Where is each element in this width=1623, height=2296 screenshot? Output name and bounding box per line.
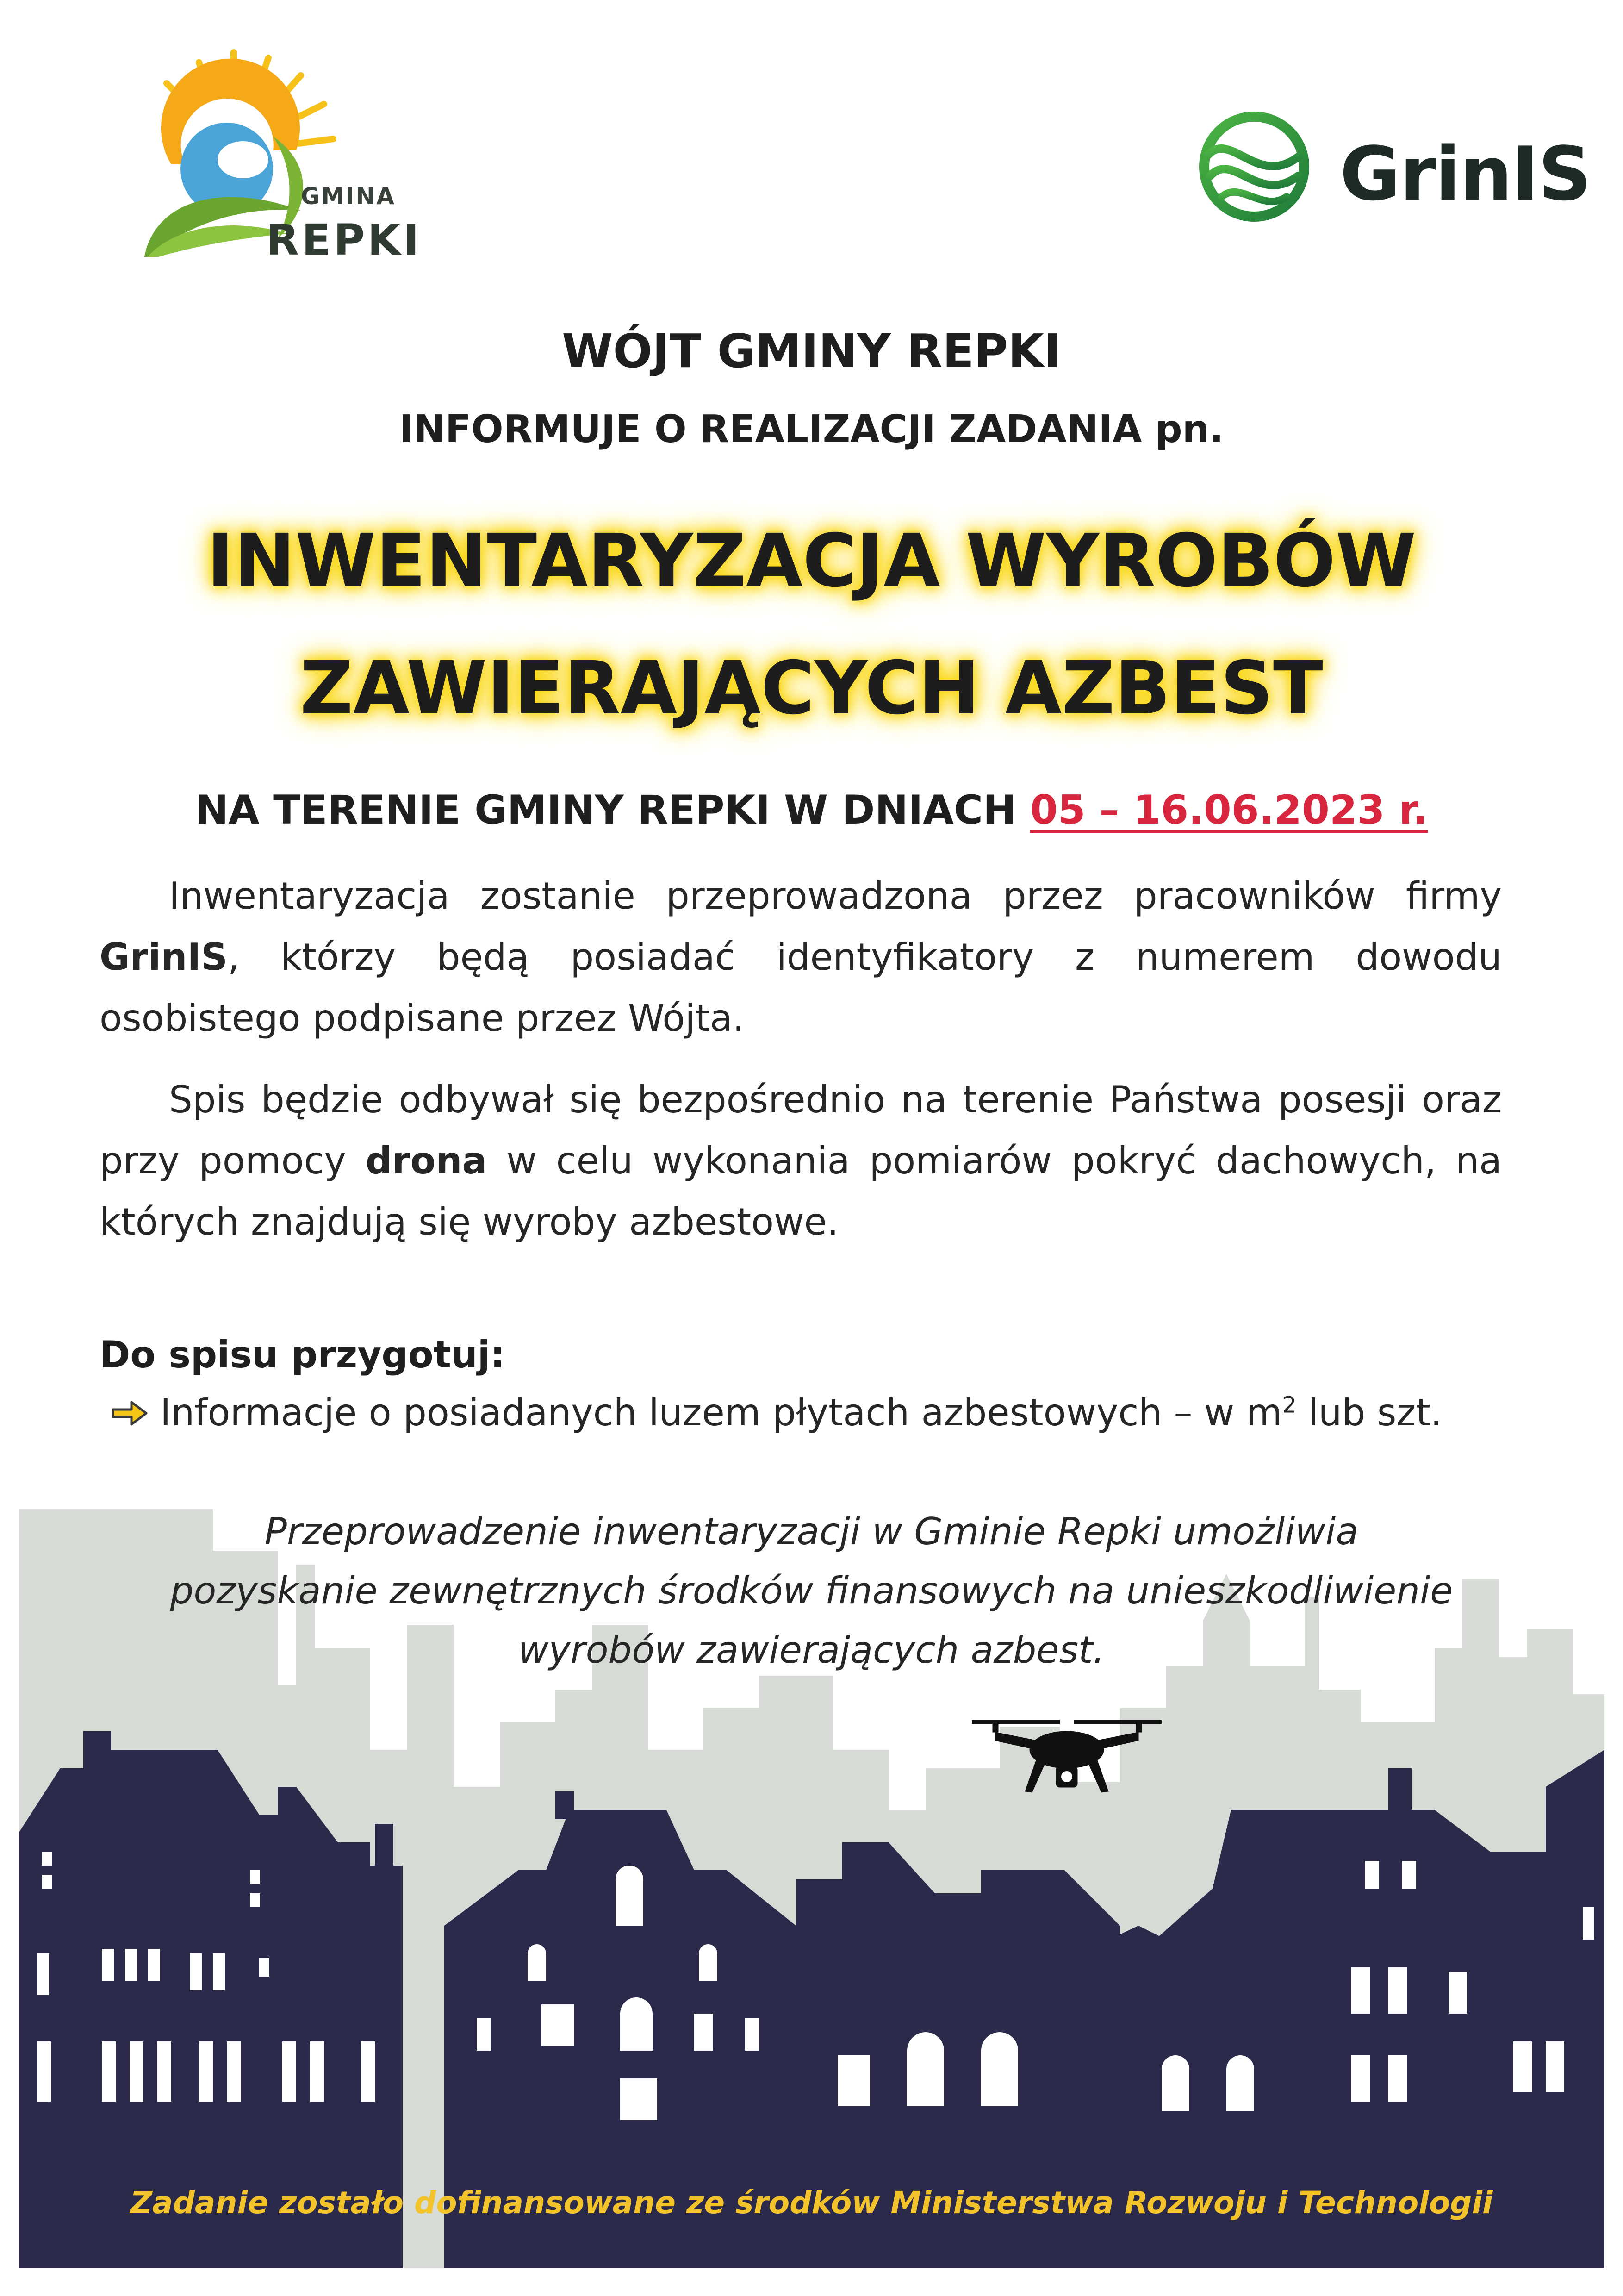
funding-note-line1: Przeprowadzenie inwentaryzacji w Gminie Repki umożliwia [264,1510,1359,1553]
preparation-heading: Do spisu przygotuj: [99,1333,505,1376]
paragraph2-drone: drona [365,1139,487,1182]
dates-prefix: NA TERENIE GMINY REPKI W DNIACH [195,787,1030,833]
footer-cofinancing: Zadanie zostało dofinansowane ze środków Ministerstwa Rozwoju i Technologii [130,2185,1493,2221]
grinis-logo [1189,111,1591,222]
dates-range: 05 – 16.06.2023 r. [1030,787,1428,833]
preparation-item-end: lub szt. [1296,1391,1443,1434]
gmina-repki-logo [134,44,422,265]
logo-gmina-text: GMINA [301,183,396,210]
paragraph-drone [99,1069,1502,1253]
grinis-wordmark: GrinIS [1340,131,1591,217]
dates-line [0,787,1623,833]
paragraph2-text-a: Spis będzie odbywał się bezpośrednio na terenie Państwa posesji oraz przy pomocy [99,1078,1502,1182]
heading-informuje: INFORMUJE O REALIZACJI ZADANIA pn. [399,407,1224,451]
funding-note-line3: wyrobów zawierających azbest. [518,1628,1105,1672]
paragraph-inventory [99,866,1502,1049]
heading-wojt: WÓJT GMINY REPKI [562,324,1061,378]
main-title-line2: ZAWIERAJĄCYCH AZBEST [300,646,1323,731]
preparation-item [111,1391,1442,1434]
preparation-item-text: Informacje o posiadanych luzem płytach azbestowych – w m [160,1391,1282,1434]
paragraph2-text-b: w celu wykonania pomiarów pokryć dachowych, na których znajdują się wyroby azbestowe. [99,1139,1502,1243]
funding-note-line2: pozyskanie zewnętrznych środków finansowych na unieszkodliwienie [170,1569,1453,1612]
main-title-line1: INWENTARYZACJA WYROBÓW [206,518,1417,604]
paragraph1-text-a: Inwentaryzacja zostanie przeprowadzona przez pracowników firmy [169,874,1502,917]
arrow-right-icon [111,1399,148,1427]
preparation-item-sup: 2 [1282,1392,1297,1418]
logo-repki-text: REPKI [266,215,422,265]
grinis-globe-icon [1189,111,1328,222]
paragraph1-company: GrinIS [99,936,228,979]
paragraph1-text-b: , którzy będą posiadać identyfikatory z numerem dowodu osobistego podpisane przez Wójta. [99,936,1502,1040]
funding-note [93,1502,1530,1680]
